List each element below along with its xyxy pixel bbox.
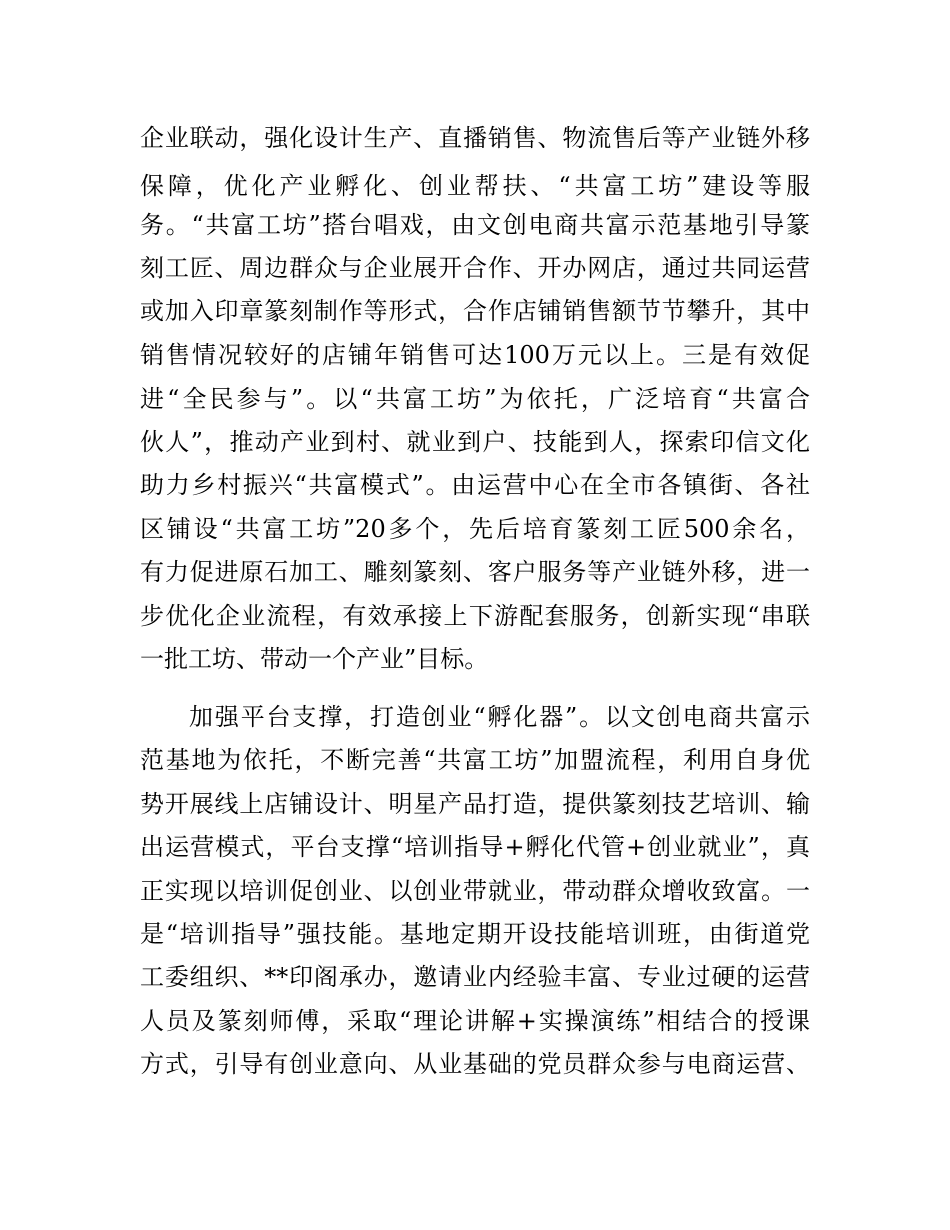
- text-line: 保障，优化产业孵化、创业帮扶、“共富工坊”建设等服: [140, 172, 810, 200]
- text-line: 范基地为依托，不断完善“共富工坊”加盟流程，利用自身优: [140, 746, 810, 774]
- text-line: 进“全民参与”。以“共富工坊”为依托，广泛培育“共富合: [140, 385, 810, 413]
- text-line: 是“培训指导”强技能。基地定期开设技能培训班，由街道党: [140, 920, 810, 948]
- text-line: 正实现以培训促创业、以创业带就业，带动群众增收致富。一: [140, 877, 810, 905]
- text-line: 务。“共富工坊”搭台唱戏，由文创电商共富示范基地引导篆: [140, 211, 810, 239]
- text-line: 刻工匠、周边群众与企业展开合作、开办网店，通过共同运营: [140, 254, 810, 282]
- text-line: 步优化企业流程，有效承接上下游配套服务，创新实现“串联: [140, 602, 810, 630]
- text-line: 加强平台支撑，打造创业“孵化器”。以文创电商共富示: [189, 703, 810, 731]
- text-line: 工委组织、**印阁承办，邀请业内经验丰富、专业过硬的运营: [140, 963, 810, 991]
- text-line: 区铺设“共富工坊”20多个，先后培育篆刻工匠500余名，: [140, 515, 810, 543]
- text-line: 人员及篆刻师傅，采取“理论讲解+实操演练”相结合的授课: [140, 1007, 810, 1035]
- text-line: 伙人”，推动产业到村、就业到户、技能到人，探索印信文化: [140, 428, 810, 456]
- text-line: 出运营模式，平台支撑“培训指导+孵化代管+创业就业”，真: [140, 833, 810, 861]
- text-line: 助力乡村振兴“共富模式”。由运营中心在全市各镇街、各社: [140, 471, 810, 499]
- text-line: 有力促进原石加工、雕刻篆刻、客户服务等产业链外移，进一: [140, 558, 810, 586]
- text-line: 销售情况较好的店铺年销售可达100万元以上。三是有效促: [140, 341, 810, 369]
- text-line: 势开展线上店铺设计、明星产品打造，提供篆刻技艺培训、输: [140, 790, 810, 818]
- text-line: 方式，引导有创业意向、从业基础的党员群众参与电商运营、: [140, 1050, 810, 1078]
- text-line: 或加入印章篆刻制作等形式，合作店铺销售额节节攀升，其中: [140, 297, 810, 325]
- text-line: 企业联动，强化设计生产、直播销售、物流售后等产业链外移: [140, 124, 810, 152]
- text-line: 一批工坊、带动一个产业”目标。: [140, 645, 489, 673]
